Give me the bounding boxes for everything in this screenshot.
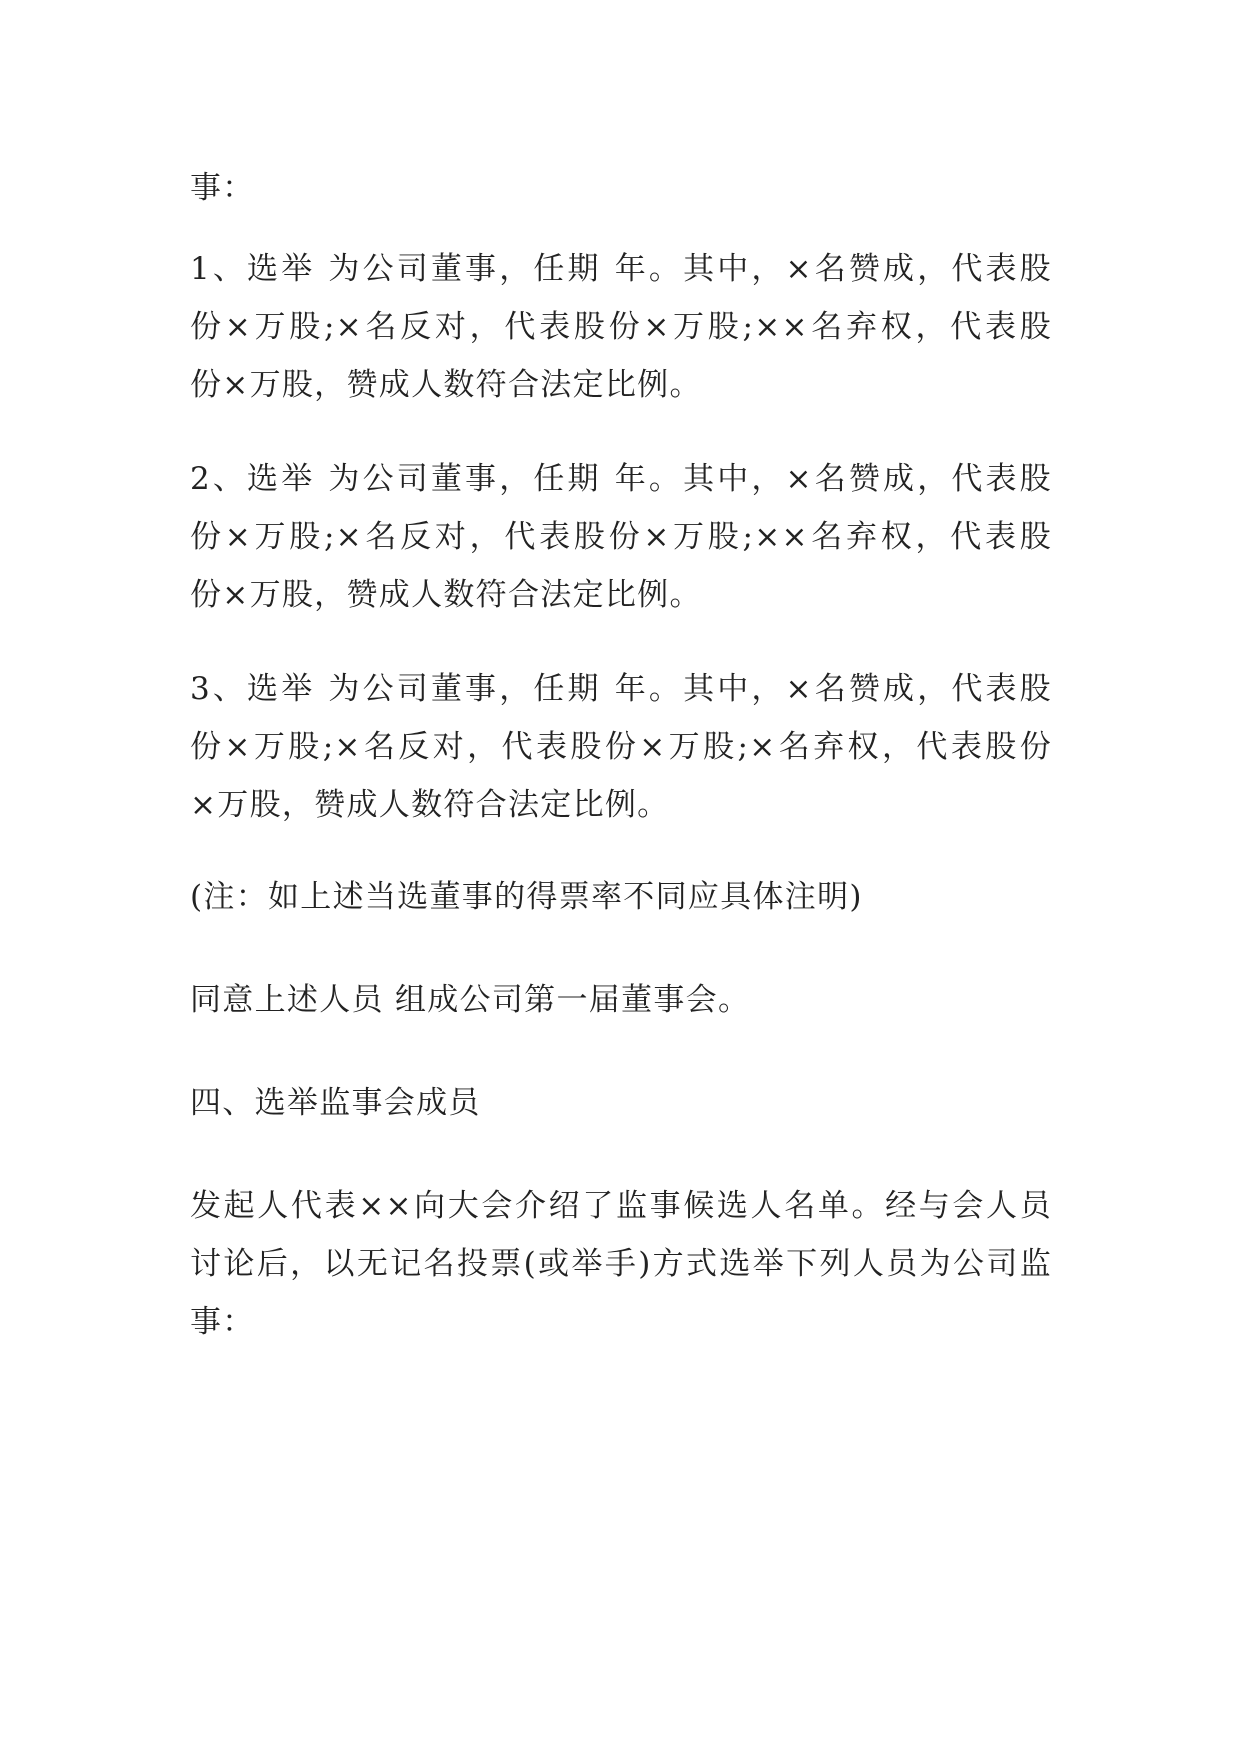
text-line: 份×万股，赞成人数符合法定比例。	[190, 367, 702, 403]
text-line: 份×万股，赞成人数符合法定比例。	[190, 577, 702, 613]
text-line: 事：	[190, 1304, 255, 1340]
section-heading-supervisors	[190, 1074, 1052, 1132]
text-line: 发起人代表××向大会介绍了监事候选人名单。经与会人员	[190, 1188, 1052, 1224]
text-line: 事：	[190, 170, 255, 206]
text-line: 份×万股;×名反对，代表股份×万股;××名弃权，代表股	[190, 519, 1052, 555]
text-line: 1、选举 为公司董事，任期 年。其中，×名赞成，代表股	[190, 251, 1052, 287]
paragraph-continuation	[190, 159, 1052, 217]
text-line: 份×万股;×名反对，代表股份×万股;×名弃权，代表股份	[190, 729, 1052, 765]
paragraph-director-1	[190, 240, 1052, 414]
text-line: 讨论后，以无记名投票(或举手)方式选举下列人员为公司监	[190, 1246, 1052, 1282]
text-line: 份×万股;×名反对，代表股份×万股;××名弃权，代表股	[190, 309, 1052, 345]
paragraph-director-2	[190, 450, 1052, 624]
text-line: ×万股，赞成人数符合法定比例。	[190, 787, 670, 823]
paragraph-director-3	[190, 660, 1052, 834]
paragraph-note	[190, 868, 1052, 926]
paragraph-board-approval	[190, 971, 1052, 1029]
text-line: 四、选举监事会成员	[190, 1085, 481, 1121]
text-line: 2、选举 为公司董事，任期 年。其中，×名赞成，代表股	[190, 461, 1052, 497]
text-line: 3、选举 为公司董事，任期 年。其中，×名赞成，代表股	[190, 671, 1052, 707]
text-line: (注：如上述当选董事的得票率不同应具体注明)	[190, 879, 863, 915]
text-line: 同意上述人员 组成公司第一届董事会。	[190, 982, 751, 1018]
paragraph-supervisor-intro	[190, 1177, 1052, 1351]
